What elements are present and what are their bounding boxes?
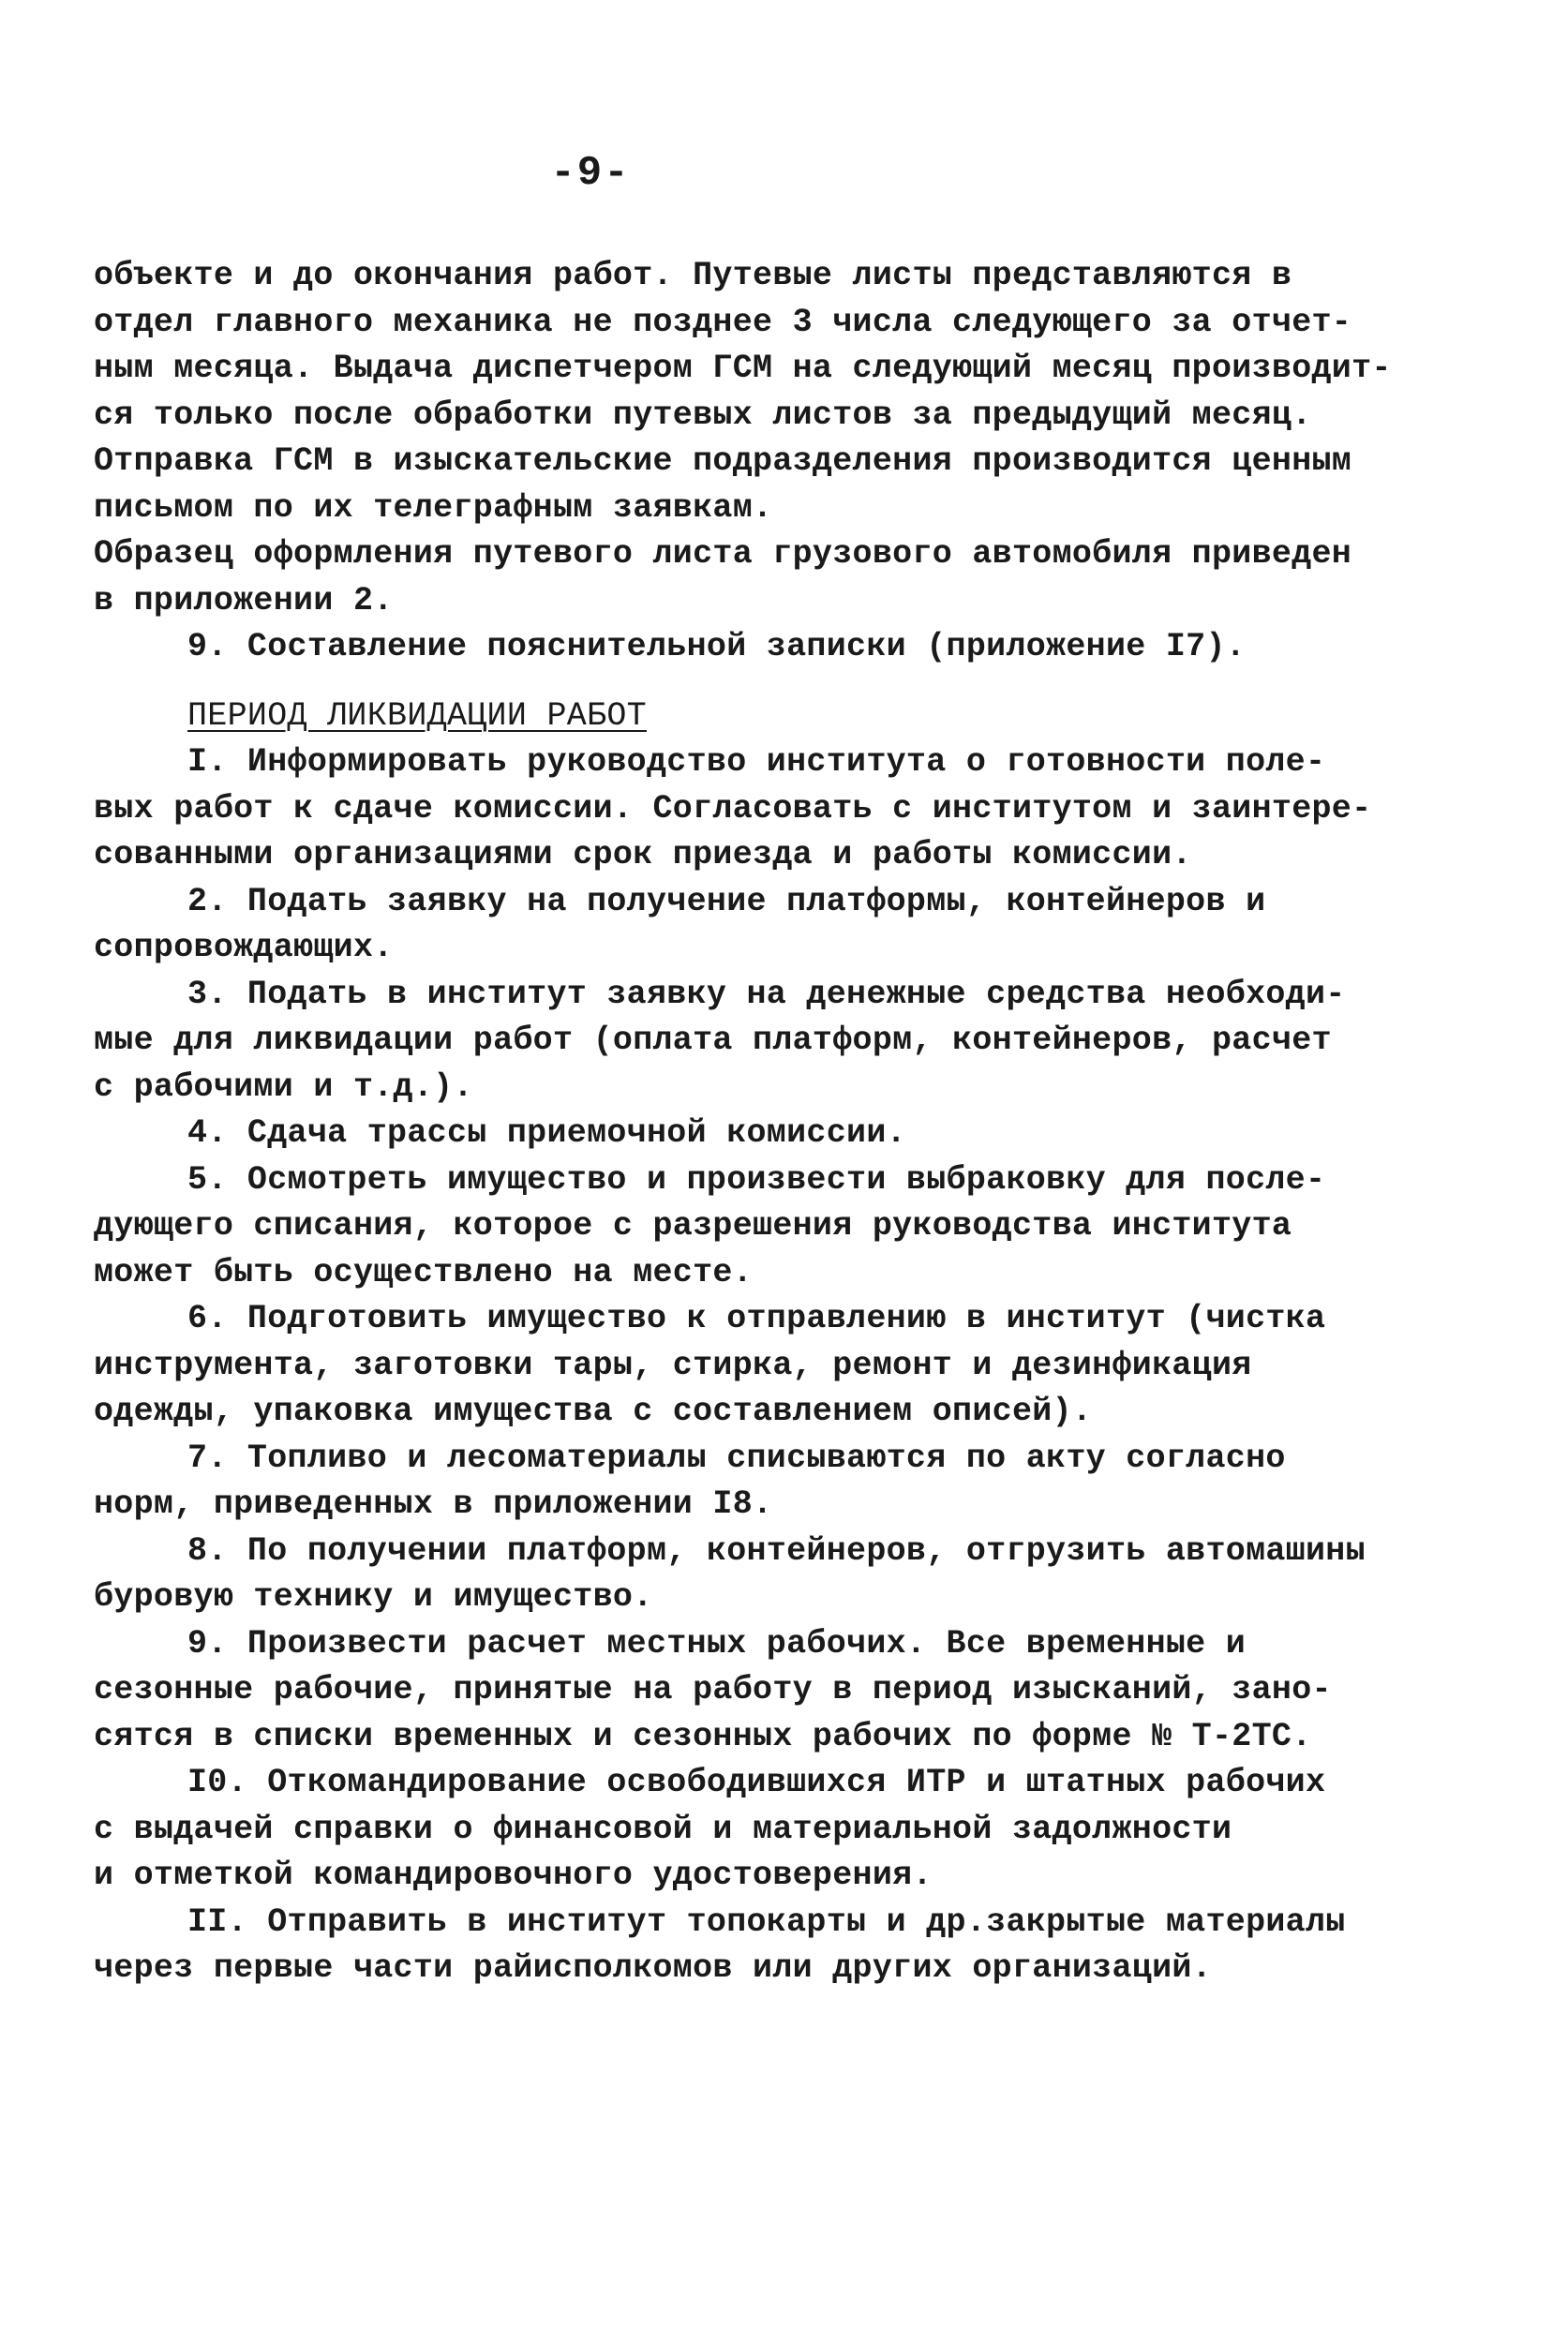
list-item-line: одежды, упаковка имущества с составлением описей). xyxy=(94,1393,1093,1430)
list-item xyxy=(94,1296,1340,1436)
list-item-first-line: 6. Подготовить имущество к отправлению в институт (чистка xyxy=(187,1300,1326,1337)
list-item xyxy=(94,1436,1340,1529)
list-item-line: через первые части райисполкомов или других организаций. xyxy=(94,1949,1212,1987)
text-line: объекте и до окончания работ. Путевые листы представляются в xyxy=(94,257,1292,294)
list-item xyxy=(94,1621,1340,1761)
list-item-first-line: 7. Топливо и лесоматериалы списываются по акту согласно xyxy=(187,1439,1286,1477)
list-item xyxy=(94,1900,1346,1992)
list-item xyxy=(94,879,1340,972)
list-item-first-line: I. Информировать руководство института о готовности поле- xyxy=(187,743,1326,781)
list-item xyxy=(94,972,1346,1111)
list-item-first-line: I0. Откомандирование освободившихся ИТР и штатных рабочих xyxy=(187,1764,1326,1801)
list-item-first-line: II. Отправить в институт топокарты и др.закрытые материалы xyxy=(187,1902,1346,1941)
document-body xyxy=(94,253,1392,1992)
list-item-line: дующего списания, которое с разрешения руководства института xyxy=(94,1207,1292,1245)
list-item-line: может быть осуществлено на месте. xyxy=(94,1253,754,1291)
text-line: Отправка ГСМ в изыскательские подразделения производится ценным xyxy=(94,442,1352,480)
list-item-line: буровую технику и имущество. xyxy=(94,1578,653,1616)
list-item-line: инструмента, заготовки тары, стирка, ремонт и дезинфикация xyxy=(94,1346,1252,1384)
list-item-line: с выдачей справки о финансовой и материальной задолжности xyxy=(94,1810,1232,1848)
list-item xyxy=(94,1529,1366,1621)
section-heading-text: ПЕРИОД ЛИКВИДАЦИИ РАБОТ xyxy=(187,696,647,735)
intro-paragraph xyxy=(94,253,1392,624)
list-item-first-line: 9. Произвести расчет местных рабочих. Все временные и xyxy=(187,1624,1247,1663)
list-item xyxy=(94,1760,1340,1900)
text-line: Образец оформления путевого листа грузового автомобиля приведен xyxy=(94,535,1352,573)
list-item xyxy=(94,1111,1340,1157)
liquidation-items-list xyxy=(94,739,1372,1992)
spacer xyxy=(94,671,1340,694)
list-item-line: мые для ликвидации работ (оплата платформ, контейнеров, расчет xyxy=(94,1022,1332,1059)
list-item-line: вых работ к сдаче комиссии. Согласовать с институтом и заинтере- xyxy=(94,789,1372,828)
text-line: письмом по их телеграфным заявкам. xyxy=(94,488,773,527)
list-item-line: сятся в списки временных и сезонных рабочих по форме № Т-2ТС. xyxy=(94,1717,1312,1755)
list-item-first-line: 8. По получении платформ, контейнеров, отгрузить автомашины xyxy=(187,1531,1366,1570)
list-item-line: сезонные рабочие, принятые на работу в период изысканий, зано- xyxy=(94,1671,1332,1708)
list-item xyxy=(94,1157,1340,1297)
section-heading xyxy=(94,694,1340,740)
item-9-explanatory-note: 9. Составление пояснительной записки (приложение I7). xyxy=(187,628,1247,665)
list-item-line: сованными организациями срок приезда и работы комиссии. xyxy=(94,836,1192,873)
list-item-line: с рабочими и т.д.). xyxy=(94,1067,473,1106)
list-item xyxy=(94,739,1372,879)
list-item-line: норм, приведенных в приложении I8. xyxy=(94,1485,773,1523)
list-item-line: и отметкой командировочного удостоверения. xyxy=(94,1857,933,1894)
list-item-first-line: 4. Сдача трассы приемочной комиссии. xyxy=(187,1114,906,1152)
text-line: в приложении 2. xyxy=(94,581,394,619)
text-line: ным месяца. Выдача диспетчером ГСМ на следующий месяц производит- xyxy=(94,350,1392,387)
page-number: -9- xyxy=(550,150,631,197)
text-line: ся только после обработки путевых листов за предыдущий месяц. xyxy=(94,395,1312,434)
list-item-first-line: 2. Подать заявку на получение платформы, контейнеров и xyxy=(187,882,1266,920)
list-item-line: сопровождающих. xyxy=(94,929,394,966)
text-line: отдел главного механика не позднее 3 числа следующего за отчет- xyxy=(94,303,1352,341)
list-item-first-line: 5. Осмотреть имущество и произвести выбраковку для после- xyxy=(187,1160,1326,1199)
list-item-first-line: 3. Подать в институт заявку на денежные средства необходи- xyxy=(187,975,1346,1013)
